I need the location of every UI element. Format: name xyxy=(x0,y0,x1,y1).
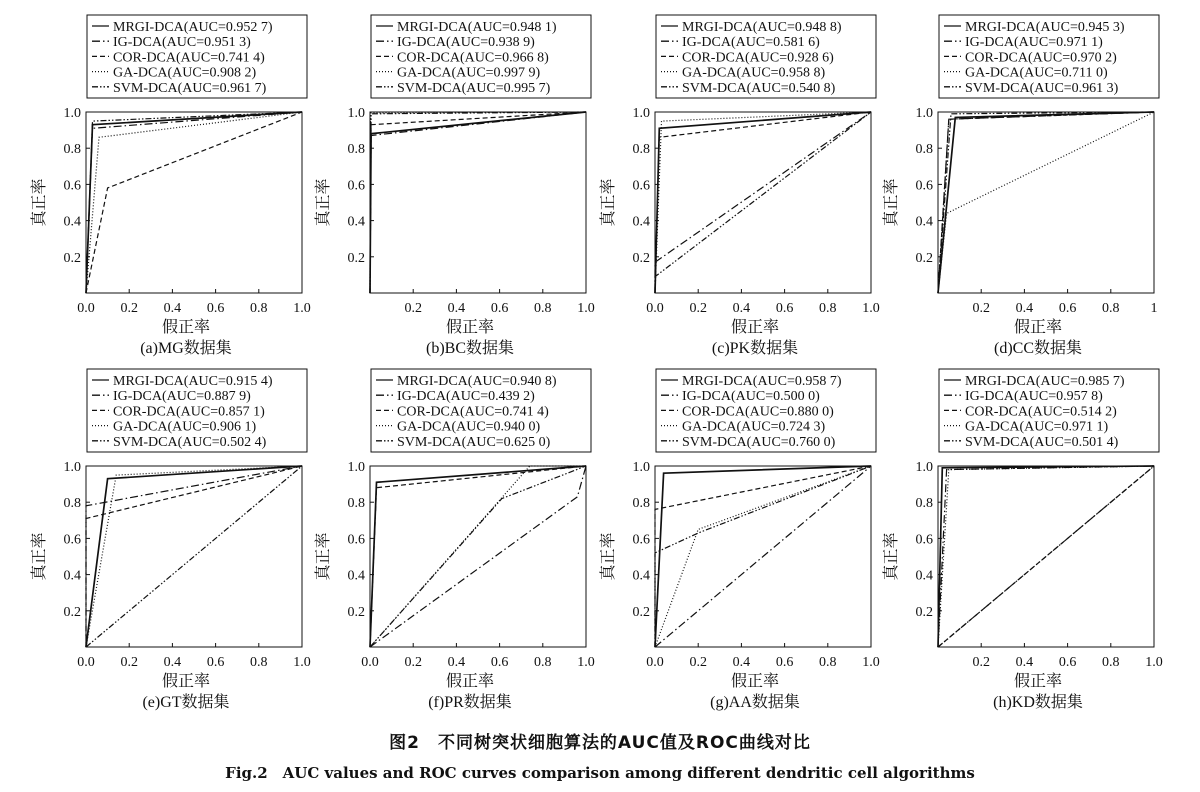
y-axis-label: 真正率 xyxy=(883,532,900,581)
roc-panel xyxy=(598,15,880,357)
x-tick-label: 0.6 xyxy=(775,655,794,670)
legend-entry: GA-DCA(AUC=0.906 1) xyxy=(113,419,257,435)
legend-entry: MRGI-DCA(AUC=0.945 3) xyxy=(965,20,1125,35)
roc-curve-series xyxy=(655,112,871,293)
roc-curve-series xyxy=(370,466,586,647)
y-axis-label: 真正率 xyxy=(883,178,900,227)
x-tick-label: 0.8 xyxy=(819,655,837,670)
y-tick-label: 0.6 xyxy=(63,532,81,548)
legend-entry: MRGI-DCA(AUC=0.915 4) xyxy=(113,374,273,389)
y-tick-label: 0.4 xyxy=(915,568,933,584)
x-tick-label: 0.0 xyxy=(77,655,95,670)
legend-entry: GA-DCA(AUC=0.958 8) xyxy=(682,65,826,81)
x-tick-label: 0.8 xyxy=(1102,655,1120,670)
figure-caption-english: Fig.2 AUC values and ROC curves comparison among different dendritic cell algorithms xyxy=(225,764,975,782)
x-axis-label: 假正率 xyxy=(161,319,211,336)
y-tick-label: 0.6 xyxy=(915,532,933,548)
legend-entry: IG-DCA(AUC=0.951 3) xyxy=(113,35,251,51)
roc-curve-series xyxy=(86,112,302,293)
x-tick-label: 0.4 xyxy=(447,301,466,316)
legend-entry: SVM-DCA(AUC=0.961 3) xyxy=(965,80,1119,96)
roc-curve-series xyxy=(370,112,586,293)
y-tick-label: 1.0 xyxy=(63,106,81,121)
roc-curve-series xyxy=(370,466,586,647)
roc-curve-series xyxy=(938,112,1154,293)
roc-curve-series xyxy=(655,112,871,293)
y-tick-label: 0.8 xyxy=(915,142,933,158)
x-tick-label: 0.8 xyxy=(250,655,268,670)
y-tick-label: 1.0 xyxy=(347,460,365,475)
x-axis-label: 假正率 xyxy=(161,673,211,690)
y-tick-label: 1.0 xyxy=(347,106,365,121)
y-tick-label: 0.8 xyxy=(915,496,933,512)
x-tick-label: 1.0 xyxy=(293,301,311,316)
roc-curve-series xyxy=(370,466,586,647)
x-tick-label: 0.2 xyxy=(689,301,707,316)
legend-entry: IG-DCA(AUC=0.500 0) xyxy=(682,389,820,405)
legend xyxy=(371,369,591,452)
legend-entry: SVM-DCA(AUC=0.540 8) xyxy=(682,80,836,96)
legend-entry: SVM-DCA(AUC=0.760 0) xyxy=(682,434,836,450)
roc-panel xyxy=(598,369,880,711)
x-tick-label: 0.0 xyxy=(646,655,664,670)
x-tick-label: 0.6 xyxy=(775,301,794,316)
y-tick-label: 0.6 xyxy=(632,178,650,194)
y-tick-label: 0.2 xyxy=(915,250,933,266)
roc-curve-series xyxy=(370,112,586,293)
y-axis-label: 真正率 xyxy=(31,178,48,227)
y-tick-label: 0.8 xyxy=(632,496,650,512)
legend xyxy=(656,369,876,452)
legend-entry: IG-DCA(AUC=0.957 8) xyxy=(965,389,1103,405)
panel-subtitle: (f)PR数据集 xyxy=(428,694,512,711)
y-tick-label: 0.2 xyxy=(632,250,650,266)
y-axis-label: 真正率 xyxy=(600,532,617,581)
y-tick-label: 0.6 xyxy=(632,532,650,548)
x-tick-label: 0.2 xyxy=(404,301,422,316)
x-tick-label: 1.0 xyxy=(862,301,880,316)
panel-subtitle: (d)CC数据集 xyxy=(993,340,1083,357)
y-tick-label: 0.4 xyxy=(915,214,933,230)
x-tick-label: 0.0 xyxy=(361,655,379,670)
y-tick-label: 0.8 xyxy=(63,496,81,512)
figure-caption-chinese: 图2 不同树突状细胞算法的AUC值及ROC曲线对比 xyxy=(389,733,811,753)
x-tick-label: 0.8 xyxy=(819,301,837,316)
legend xyxy=(87,369,307,452)
legend-entry: GA-DCA(AUC=0.940 0) xyxy=(397,419,541,435)
legend-entry: GA-DCA(AUC=0.908 2) xyxy=(113,65,257,81)
y-tick-label: 1.0 xyxy=(915,460,933,475)
legend-entry: IG-DCA(AUC=0.971 1) xyxy=(965,35,1103,51)
y-tick-label: 0.4 xyxy=(632,214,650,230)
legend-entry: IG-DCA(AUC=0.887 9) xyxy=(113,389,251,405)
panel-subtitle: (a)MG数据集 xyxy=(140,340,232,357)
x-tick-label: 1.0 xyxy=(577,655,595,670)
y-tick-label: 0.6 xyxy=(915,178,933,194)
roc-curve-series xyxy=(938,112,1154,293)
legend-entry: IG-DCA(AUC=0.938 9) xyxy=(397,35,535,51)
y-tick-label: 0.4 xyxy=(347,214,365,230)
legend-entry: COR-DCA(AUC=0.741 4) xyxy=(113,50,265,66)
legend xyxy=(939,15,1159,98)
legend-entry: COR-DCA(AUC=0.514 2) xyxy=(965,404,1117,420)
y-tick-label: 0.4 xyxy=(63,214,81,230)
y-tick-label: 0.2 xyxy=(632,604,650,620)
x-tick-label: 0.8 xyxy=(1102,301,1120,316)
roc-curve-series xyxy=(655,112,871,293)
legend-entry: IG-DCA(AUC=0.439 2) xyxy=(397,389,535,405)
y-tick-label: 0.2 xyxy=(915,604,933,620)
roc-curve-series xyxy=(370,112,586,293)
x-tick-label: 0.2 xyxy=(972,655,990,670)
panel-subtitle: (g)AA数据集 xyxy=(710,694,800,711)
roc-curve-series xyxy=(938,112,1154,293)
roc-curve-series xyxy=(938,112,1154,293)
legend-entry: COR-DCA(AUC=0.970 2) xyxy=(965,50,1117,66)
y-tick-label: 1.0 xyxy=(632,106,650,121)
y-axis-label: 真正率 xyxy=(600,178,617,227)
legend-entry: MRGI-DCA(AUC=0.952 7) xyxy=(113,20,273,35)
y-tick-label: 0.4 xyxy=(632,568,650,584)
y-tick-label: 1.0 xyxy=(632,460,650,475)
roc-panel xyxy=(313,369,595,711)
x-tick-label: 1.0 xyxy=(862,655,880,670)
roc-curve-series xyxy=(655,466,871,647)
roc-curve-series xyxy=(655,112,871,293)
y-tick-label: 0.8 xyxy=(347,142,365,158)
roc-curve-series xyxy=(370,112,586,293)
legend-entry: MRGI-DCA(AUC=0.985 7) xyxy=(965,374,1125,389)
roc-curve-series xyxy=(86,112,302,293)
x-tick-label: 1 xyxy=(1150,301,1158,316)
panel-subtitle: (e)GT数据集 xyxy=(142,694,230,711)
roc-panel xyxy=(881,369,1163,711)
legend xyxy=(371,15,591,98)
x-tick-label: 0.2 xyxy=(689,655,707,670)
roc-curve-series xyxy=(86,112,302,293)
roc-panel xyxy=(29,15,311,357)
x-tick-label: 0.8 xyxy=(534,655,552,670)
panel-subtitle: (h)KD数据集 xyxy=(993,694,1083,711)
y-tick-label: 0.8 xyxy=(347,496,365,512)
roc-panel xyxy=(313,15,595,357)
x-tick-label: 0.6 xyxy=(1058,655,1077,670)
x-axis-label: 假正率 xyxy=(730,673,780,690)
x-axis-label: 假正率 xyxy=(730,319,780,336)
panel-subtitle: (c)PK数据集 xyxy=(711,340,799,357)
legend-entry: COR-DCA(AUC=0.966 8) xyxy=(397,50,549,66)
legend-entry: MRGI-DCA(AUC=0.948 8) xyxy=(682,20,842,35)
roc-curve-series xyxy=(370,466,586,647)
y-tick-label: 0.4 xyxy=(347,568,365,584)
y-tick-label: 1.0 xyxy=(915,106,933,121)
x-tick-label: 0.0 xyxy=(646,301,664,316)
legend-entry: GA-DCA(AUC=0.711 0) xyxy=(965,65,1108,81)
x-tick-label: 0.6 xyxy=(490,301,509,316)
legend-entry: MRGI-DCA(AUC=0.940 8) xyxy=(397,374,557,389)
y-tick-label: 0.2 xyxy=(347,604,365,620)
x-tick-label: 0.0 xyxy=(77,301,95,316)
x-tick-label: 0.4 xyxy=(163,655,182,670)
x-tick-label: 0.6 xyxy=(206,655,225,670)
legend-entry: MRGI-DCA(AUC=0.958 7) xyxy=(682,374,842,389)
y-tick-label: 0.2 xyxy=(63,250,81,266)
roc-curve-series xyxy=(86,112,302,293)
x-tick-label: 0.2 xyxy=(404,655,422,670)
x-tick-label: 0.4 xyxy=(163,301,182,316)
x-axis-label: 假正率 xyxy=(1013,319,1063,336)
plot-frame xyxy=(938,112,1154,293)
legend-entry: MRGI-DCA(AUC=0.948 1) xyxy=(397,20,557,35)
roc-curve-series xyxy=(370,466,586,647)
x-tick-label: 0.4 xyxy=(1015,301,1034,316)
legend-entry: IG-DCA(AUC=0.581 6) xyxy=(682,35,820,51)
x-tick-label: 0.6 xyxy=(1058,301,1077,316)
legend-entry: SVM-DCA(AUC=0.625 0) xyxy=(397,434,551,450)
y-tick-label: 0.6 xyxy=(63,178,81,194)
x-axis-label: 假正率 xyxy=(1013,673,1063,690)
x-tick-label: 0.2 xyxy=(972,301,990,316)
x-tick-label: 0.2 xyxy=(120,301,138,316)
legend xyxy=(656,15,876,98)
plot-frame xyxy=(370,466,586,647)
roc-curve-series xyxy=(370,112,586,293)
roc-panel xyxy=(29,369,311,711)
y-tick-label: 1.0 xyxy=(63,460,81,475)
y-tick-label: 0.4 xyxy=(63,568,81,584)
legend xyxy=(87,15,307,98)
legend-entry: SVM-DCA(AUC=0.995 7) xyxy=(397,80,551,96)
plot-frame xyxy=(370,112,586,293)
plot-frame xyxy=(86,112,302,293)
legend-entry: SVM-DCA(AUC=0.502 4) xyxy=(113,434,267,450)
x-axis-label: 假正率 xyxy=(445,319,495,336)
roc-curve-series xyxy=(86,112,302,293)
legend-entry: GA-DCA(AUC=0.724 3) xyxy=(682,419,826,435)
y-tick-label: 0.8 xyxy=(63,142,81,158)
roc-panel xyxy=(881,15,1159,357)
y-axis-label: 真正率 xyxy=(31,532,48,581)
legend-entry: GA-DCA(AUC=0.971 1) xyxy=(965,419,1109,435)
x-tick-label: 0.4 xyxy=(447,655,466,670)
x-axis-label: 假正率 xyxy=(445,673,495,690)
x-tick-label: 0.8 xyxy=(250,301,268,316)
y-tick-label: 0.2 xyxy=(63,604,81,620)
roc-curve-series xyxy=(938,466,1154,647)
x-tick-label: 0.4 xyxy=(732,301,751,316)
x-tick-label: 0.2 xyxy=(120,655,138,670)
legend-entry: COR-DCA(AUC=0.880 0) xyxy=(682,404,834,420)
x-tick-label: 0.8 xyxy=(534,301,552,316)
legend-entry: GA-DCA(AUC=0.997 9) xyxy=(397,65,541,81)
x-tick-label: 1.0 xyxy=(293,655,311,670)
y-tick-label: 0.6 xyxy=(347,532,365,548)
y-axis-label: 真正率 xyxy=(315,532,332,581)
y-axis-label: 真正率 xyxy=(315,178,332,227)
plot-frame xyxy=(655,112,871,293)
legend-entry: SVM-DCA(AUC=0.501 4) xyxy=(965,434,1119,450)
panel-subtitle: (b)BC数据集 xyxy=(425,340,515,357)
legend-entry: SVM-DCA(AUC=0.961 7) xyxy=(113,80,267,96)
x-tick-label: 1.0 xyxy=(1145,655,1163,670)
x-tick-label: 0.4 xyxy=(1015,655,1034,670)
y-tick-label: 0.2 xyxy=(347,250,365,266)
roc-curve-series xyxy=(86,466,302,647)
legend xyxy=(939,369,1159,452)
y-tick-label: 0.6 xyxy=(347,178,365,194)
x-tick-label: 0.6 xyxy=(490,655,509,670)
legend-entry: COR-DCA(AUC=0.741 4) xyxy=(397,404,549,420)
x-tick-label: 0.6 xyxy=(206,301,225,316)
legend-entry: COR-DCA(AUC=0.857 1) xyxy=(113,404,265,420)
x-tick-label: 0.4 xyxy=(732,655,751,670)
legend-entry: COR-DCA(AUC=0.928 6) xyxy=(682,50,834,66)
x-tick-label: 1.0 xyxy=(577,301,595,316)
roc-curve-series xyxy=(938,112,1154,293)
roc-curve-series xyxy=(655,112,871,293)
y-tick-label: 0.8 xyxy=(632,142,650,158)
